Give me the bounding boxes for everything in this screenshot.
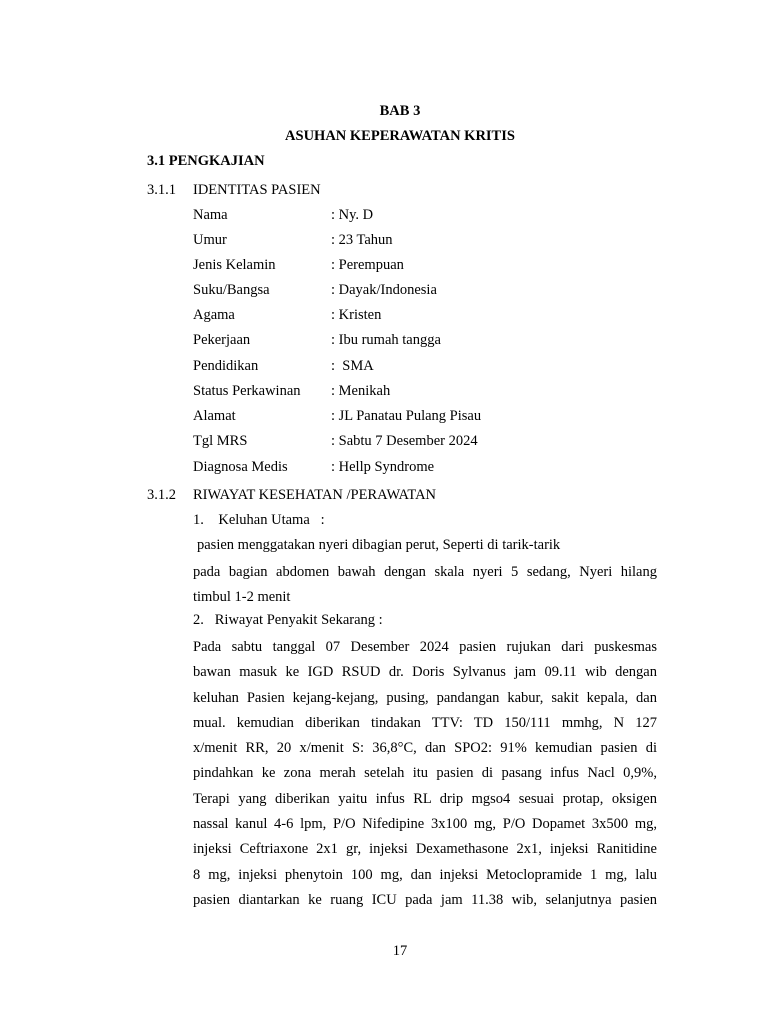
present-illness-line: keluhan Pasien kejang-kejang, pusing, pandangan kabur, sakit kepala, dan [193,689,657,706]
subsection-heading-history: RIWAYAT KESEHATAN /PERAWATAN [193,487,437,503]
subsection-heading-identity: IDENTITAS PASIEN [193,182,321,198]
present-illness-line: Pada sabtu tanggal 07 Desember 2024 pasien rujukan dari puskesmas [193,639,657,655]
identity-value: : Ny. D [331,207,374,223]
present-illness-line: injeksi Ceftriaxone 2x1 gr, injeksi Dexamethasone 2x1, injeksi Ranitidine [193,841,657,858]
identity-value: : Sabtu 7 Desember 2024 [331,433,478,449]
complaint-line: pasien menggatakan nyeri dibagian perut, Seperti di tarik-tarik [197,537,561,553]
identity-label: Tgl MRS [193,433,248,449]
complaint-line: timbul 1-2 menit [193,589,291,606]
identity-label: Jenis Kelamin [193,257,276,273]
identity-label: Pekerjaan [193,332,251,348]
identity-value: : 23 Tahun [331,232,393,248]
chapter-title: ASUHAN KEPERAWATAN KRITIS [285,128,515,144]
identity-value: : Perempuan [331,257,404,273]
identity-value: : SMA [331,358,374,374]
complaint-line: pada bagian abdomen bawah dengan skala nyeri 5 sedang, Nyeri hilang [193,564,657,580]
identity-value: : Ibu rumah tangga [331,332,441,348]
section-heading: 3.1 PENGKAJIAN [147,153,265,169]
present-illness-line: x/menit RR, 20 x/menit S: 36,8°C, dan SPO2: 91% kemudian pasien di [193,740,657,757]
identity-value: : Dayak/Indonesia [331,282,437,298]
present-illness-line: mual. kemudian diberikan tindakan TTV: TD 150/111 mmhg, N 127 [193,714,657,731]
identity-label: Diagnosa Medis [193,459,288,475]
identity-label: Umur [193,232,227,248]
complaint-paragraph [193,560,657,611]
identity-value: : Hellp Syndrome [331,459,435,475]
identity-value: : JL Panatau Pulang Pisau [331,408,482,424]
chief-complaint-heading: 1. Keluhan Utama : [193,512,325,528]
present-illness-line: pasien diantarkan ke ruang ICU pada jam 11.38 wib, selanjutnya pasien [193,891,657,908]
page-number: 17 [392,943,408,959]
present-illness-line: bawan masuk ke IGD RSUD dr. Doris Sylvanus jam 09.11 wib dengan [193,664,657,681]
subsection-number-history: 3.1.2 [147,487,176,503]
subsection-number-identity: 3.1.1 [147,182,176,198]
present-illness-paragraph [193,635,657,913]
identity-value: : Kristen [331,307,382,323]
present-illness-heading: 2. Riwayat Penyakit Sekarang : [193,612,383,628]
present-illness-line: pindahkan ke zona merah setelah itu pasien di pasang infus Nacl 0,9%, [193,765,657,782]
present-illness-line: nassal kanul 4-6 lpm, P/O Nifedipine 3x100 mg, P/O Dopamet 3x500 mg, [193,816,657,833]
present-illness-line: 8 mg, injeksi phenytoin 100 mg, dan injeksi Metoclopramide 1 mg, lalu [193,866,657,883]
chapter-heading: BAB 3 [379,103,421,119]
identity-label: Suku/Bangsa [193,282,270,298]
identity-label: Agama [193,307,235,323]
identity-label: Nama [193,207,228,223]
identity-label: Status Perkawinan [193,383,301,399]
identity-label: Alamat [193,408,236,424]
identity-value: : Menikah [331,383,391,399]
identity-label: Pendidikan [193,358,259,374]
present-illness-line: Terapi yang diberikan yaitu infus RL drip mgso4 sesuai protap, oksigen [193,790,657,807]
